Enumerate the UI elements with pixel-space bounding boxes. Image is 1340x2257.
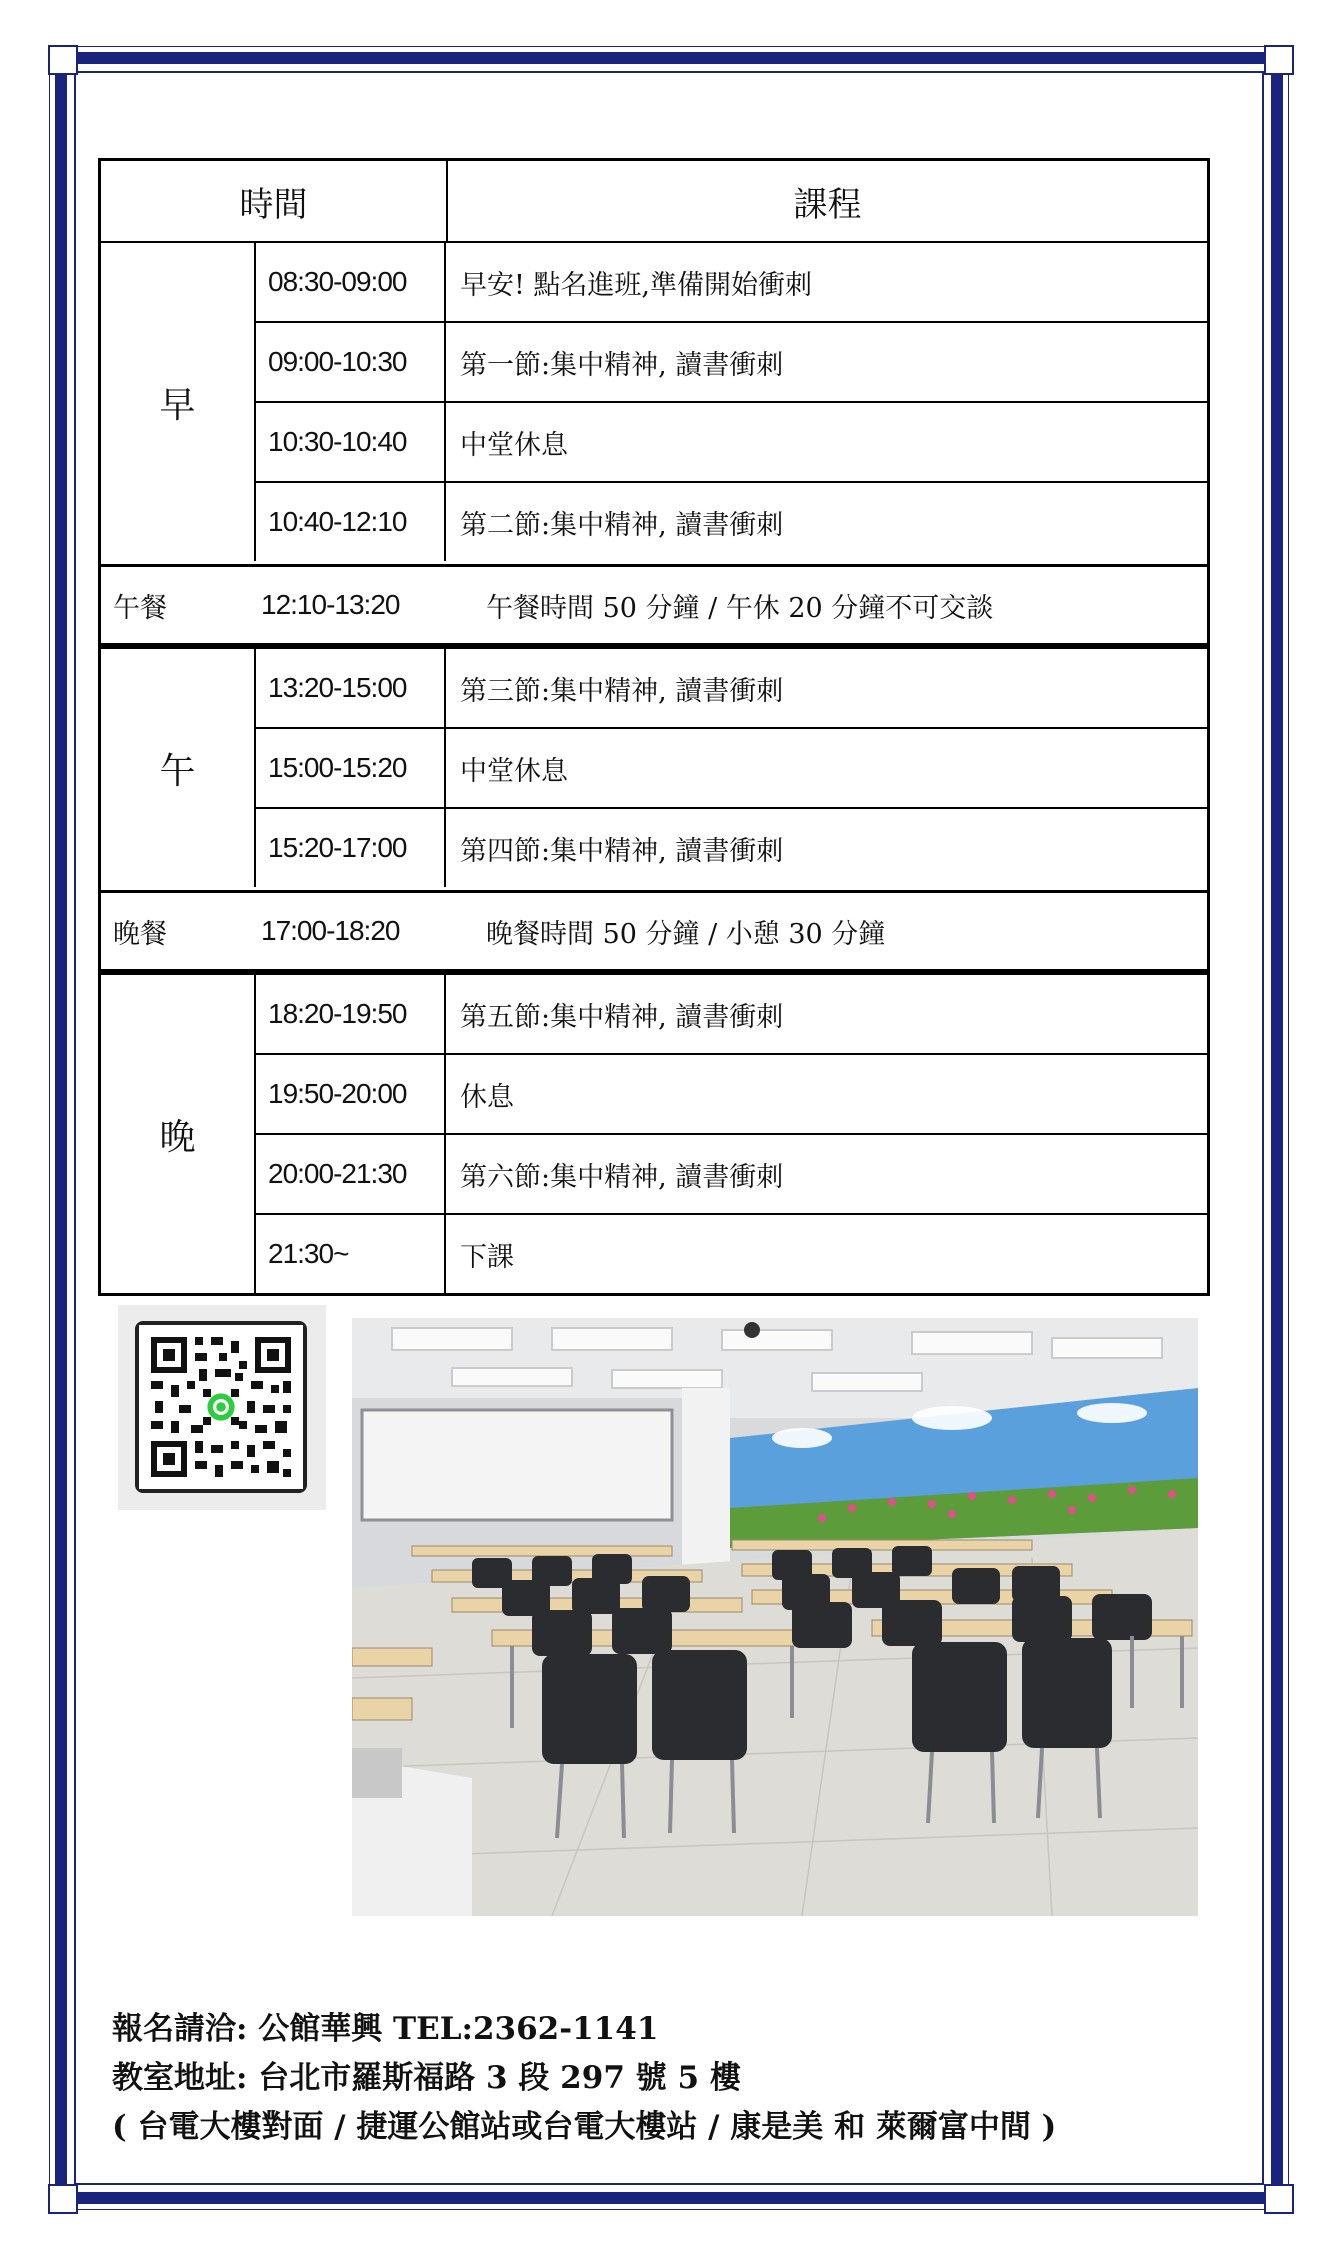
header-time: 時間 — [101, 161, 448, 241]
table-row — [256, 649, 1207, 727]
schedule-header-row — [101, 161, 1207, 241]
table-row — [256, 321, 1207, 401]
slot-time: 15:20-17:00 — [256, 809, 446, 887]
slot-course: 第五節:集中精神, 讀書衝刺 — [460, 1001, 784, 1033]
table-row — [256, 1053, 1207, 1133]
table-row — [256, 975, 1207, 1053]
frame-corner-top-right — [1264, 45, 1294, 75]
slot-time: 13:20-15:00 — [256, 649, 446, 727]
slot-course: 下課 — [460, 1241, 514, 1273]
evening-block — [101, 972, 1207, 1293]
slot-time: 21:30~ — [256, 1215, 446, 1293]
contact-address-line: 教室地址: 台北市羅斯福路 3 段 297 號 5 樓 — [112, 2060, 741, 2096]
schedule-table — [98, 158, 1210, 1296]
line-qr-code-icon[interactable] — [135, 1321, 307, 1493]
contact-phone-line: 報名請洽: 公館華興 TEL:2362-1141 — [112, 2011, 659, 2047]
header-course: 課程 — [793, 184, 862, 225]
slot-time: 19:50-20:00 — [256, 1055, 446, 1133]
frame-corner-bottom-left — [48, 2184, 78, 2214]
frame-corner-top-left — [48, 45, 78, 75]
slot-course: 第二節:集中精神, 讀書衝刺 — [460, 509, 784, 541]
dinner-time: 17:00-18:20 — [261, 915, 400, 946]
dinner-label: 晚餐 — [113, 918, 167, 950]
table-row — [256, 1133, 1207, 1213]
lunch-row — [101, 564, 1207, 646]
morning-block — [101, 241, 1207, 561]
period-label-afternoon: 午 — [101, 649, 256, 887]
slot-time: 10:30-10:40 — [256, 403, 446, 481]
classroom-photo — [352, 1318, 1198, 1916]
table-row — [256, 481, 1207, 561]
qr-code-panel — [118, 1305, 326, 1510]
slot-time: 10:40-12:10 — [256, 483, 446, 561]
dinner-row — [101, 890, 1207, 972]
slot-time: 20:00-21:30 — [256, 1135, 446, 1213]
lunch-desc: 午餐時間 50 分鐘 / 午休 20 分鐘不可交談 — [486, 592, 994, 624]
lunch-time: 12:10-13:20 — [261, 589, 400, 620]
lunch-label: 午餐 — [113, 592, 167, 624]
slot-course: 第一節:集中精神, 讀書衝刺 — [460, 349, 784, 381]
table-row — [256, 401, 1207, 481]
afternoon-block — [101, 646, 1207, 887]
table-row — [256, 1213, 1207, 1293]
slot-time: 09:00-10:30 — [256, 323, 446, 401]
slot-time: 18:20-19:50 — [256, 975, 446, 1053]
period-label-evening: 晚 — [101, 975, 256, 1293]
slot-time: 08:30-09:00 — [256, 243, 446, 321]
slot-course: 早安! 點名進班,準備開始衝刺 — [460, 269, 813, 301]
frame-corner-bottom-right — [1264, 2184, 1294, 2214]
table-row — [256, 807, 1207, 887]
slot-course: 第四節:集中精神, 讀書衝刺 — [460, 835, 784, 867]
slot-time: 15:00-15:20 — [256, 729, 446, 807]
slot-course: 中堂休息 — [460, 429, 568, 461]
table-row — [256, 243, 1207, 321]
period-label-morning: 早 — [101, 243, 256, 561]
slot-course: 第三節:集中精神, 讀書衝刺 — [460, 675, 784, 707]
slot-course: 第六節:集中精神, 讀書衝刺 — [460, 1161, 784, 1193]
dinner-desc: 晚餐時間 50 分鐘 / 小憩 30 分鐘 — [486, 918, 886, 950]
slot-course: 中堂休息 — [460, 755, 568, 787]
contact-landmark-line: ( 台電大樓對面 / 捷運公館站或台電大樓站 / 康是美 和 萊爾富中間 ) — [112, 2109, 1057, 2145]
table-row — [256, 727, 1207, 807]
contact-info — [112, 2005, 1232, 2152]
slot-course: 休息 — [460, 1081, 514, 1113]
